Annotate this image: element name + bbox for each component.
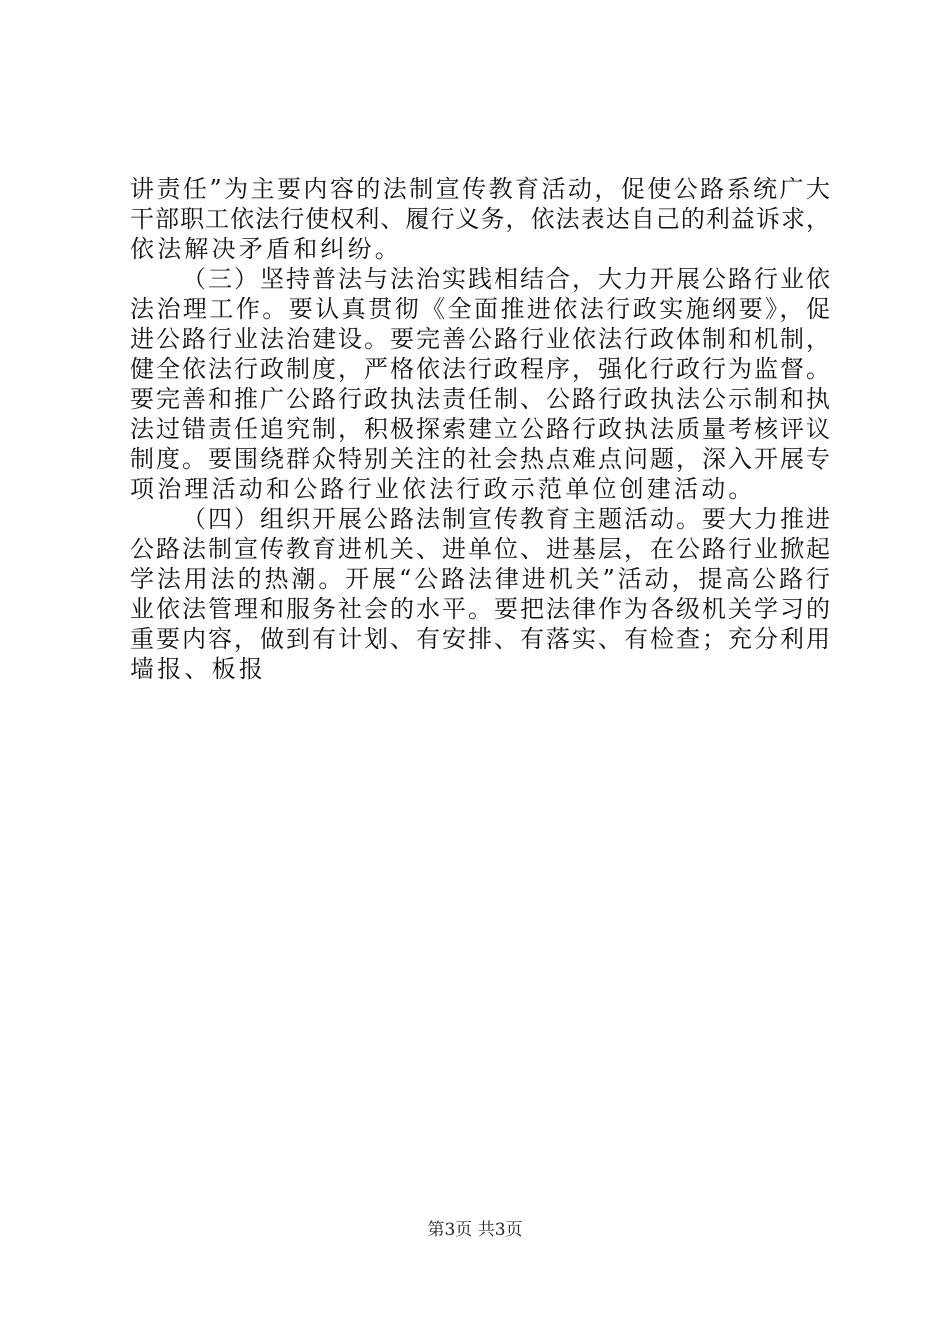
body-text	[130, 174, 830, 684]
text-line: 讲责任”为主要内容的法制宣传教育活动，促使公路系统广大	[130, 175, 830, 203]
text-line: 制度。要围绕群众特别关注的社会热点难点问题，深入开展专	[130, 445, 830, 473]
text-line: 进公路行业法治建设。要完善公路行业依法行政体制和机制，	[130, 325, 830, 353]
page-number: 第3页 共3页	[427, 1220, 523, 1240]
text-line: 业依法管理和服务社会的水平。要把法律作为各级机关学习的	[130, 595, 830, 623]
text-line: 法治理工作。要认真贯彻《全面推进依法行政实施纲要》，促	[130, 295, 830, 323]
text-line: 健全依法行政制度，严格依法行政程序，强化行政行为监督。	[130, 355, 830, 383]
text-line: 依法解决矛盾和纠纷。	[130, 235, 402, 263]
text-line: 项治理活动和公路行业依法行政示范单位创建活动。	[130, 475, 756, 503]
text-line: 法过错责任追究制，积极探索建立公路行政执法质量考核评议	[130, 415, 830, 443]
paragraph-start-line: （三）坚持普法与法治实践相结合，大力开展公路行业依	[182, 265, 830, 293]
paragraph-start-line: （四）组织开展公路法制宣传教育主题活动。要大力推进	[182, 505, 830, 533]
text-line: 墙报、板报	[130, 655, 266, 683]
text-line: 学法用法的热潮。开展“公路法律进机关”活动，提高公路行	[130, 565, 830, 593]
text-line: 公路法制宣传教育进机关、进单位、进基层，在公路行业掀起	[130, 535, 830, 563]
text-line: 重要内容，做到有计划、有安排、有落实、有检查；充分利用	[130, 625, 830, 653]
text-line: 要完善和推广公路行政执法责任制、公路行政执法公示制和执	[130, 385, 830, 413]
text-line: 干部职工依法行使权利、履行义务，依法表达自己的利益诉求，	[130, 205, 830, 233]
